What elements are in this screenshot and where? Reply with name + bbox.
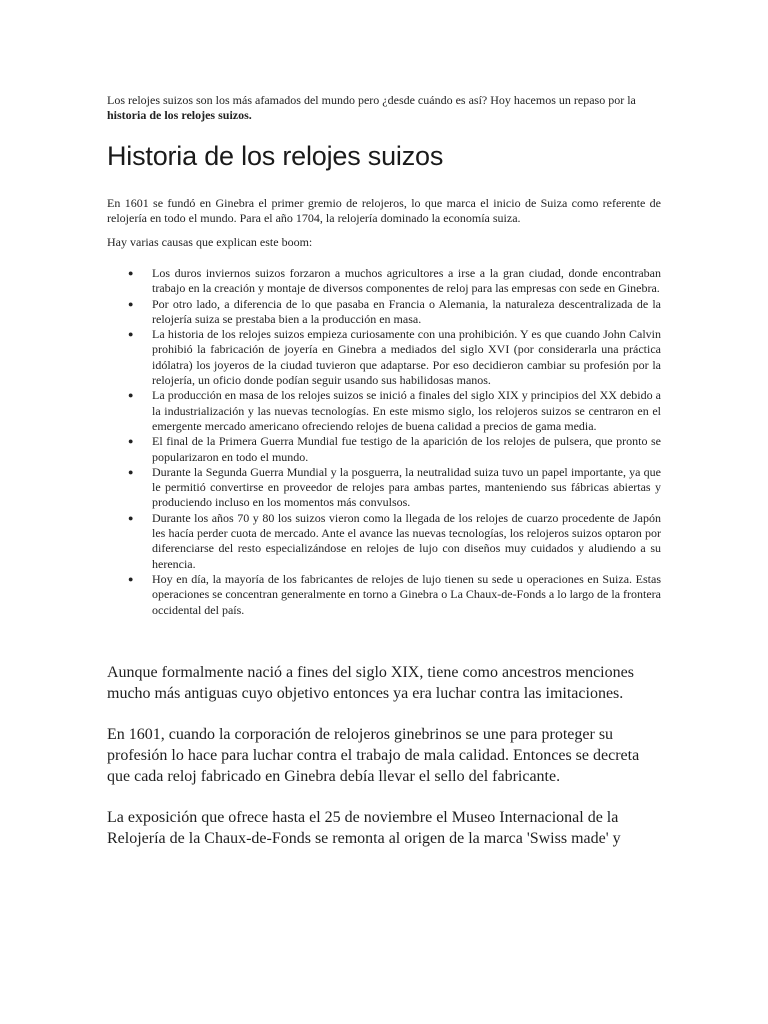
paragraph-exhibition: La exposición que ofrece hasta el 25 de noviembre el Museo Internacional de la Relojería de la Chaux-de-Fonds se remonta al origen de la marca 'Swiss made' y [107, 808, 621, 847]
paragraph-corporation: En 1601, cuando la corporación de relojeros ginebrinos se une para proteger su profesión lo hace para luchar contra el trabajo de mala calidad. Entonces se decreta que cada reloj fabricado en Ginebra debía llevar el sello del fabricante. [107, 725, 640, 785]
paragraph-causes-intro: Hay varias causas que explican este boom: [107, 235, 313, 249]
list-item-text: Durante los años 70 y 80 los suizos vieron como la llegada de los relojes de cuarzo procedente de Japón les hacía perder cuota de mercado. Ante el avance las nuevas tecnologías, los relojeros suizos optaron por diferenciarse del resto especializándose en relojes de lujo con diseños muy cuidados y aludiendo a su herencia. [152, 510, 661, 571]
causes-list [107, 266, 661, 618]
list-item-text: Por otro lado, a diferencia de lo que pasaba en Francia o Alemania, la naturaleza descentralizada de la relojería suiza se prestaba bien a la producción en masa. [152, 296, 661, 326]
list-item [128, 388, 661, 434]
paragraph-origins: Aunque formalmente nació a fines del siglo XIX, tiene como ancestros menciones mucho más antiguas cuyo objetivo entonces ya era luchar contra las imitaciones. [107, 663, 634, 702]
bullet-icon: ● [128, 329, 134, 340]
intro-paragraph [107, 93, 661, 123]
bullet-icon: ● [128, 573, 134, 584]
paragraph-founding: En 1601 se fundó en Ginebra el primer gremio de relojeros, lo que marca el inicio de Suiza como referente de relojería en todo el mundo. Para el año 1704, la relojería dominado la economía suiza. [107, 196, 661, 225]
intro-bold-link: historia de los relojes suizos. [107, 108, 252, 122]
list-item [128, 571, 661, 618]
list-item-text: Durante la Segunda Guerra Mundial y la posguerra, la neutralidad suiza tuvo un papel importante, ya que le permitió convertirse en proveedor de relojes para ambas partes, manteniendo sus fábricas abiertas y produciendo incluso en los momentos más convulsos. [152, 464, 661, 510]
bullet-icon: ● [128, 436, 134, 447]
bullet-icon: ● [128, 466, 134, 477]
list-item-text: La producción en masa de los relojes suizos se inició a finales del siglo XIX y principios del XX debido a la industrialización y las nuevas tecnologías. En este mismo siglo, los relojeros suizos se centraron en el emergente mercado americano ofreciendo relojes de buena calidad a precios de gama media. [152, 388, 661, 433]
large-text-section [107, 662, 661, 849]
bullet-icon: ● [128, 268, 134, 278]
article-title: Historia de los relojes suizos [107, 141, 444, 171]
list-item [128, 327, 661, 388]
list-item-text: Los duros inviernos suizos forzaron a muchos agricultores a irse a la gran ciudad, donde encontraban trabajo en la creación y montaje de diversos componentes de reloj para las empresas con sede en Ginebra. [152, 266, 661, 296]
list-item-text: La historia de los relojes suizos empieza curiosamente con una prohibición. Y es que cuando John Calvin prohibió la fabricación de joyería en Ginebra a mediados del siglo XVI (por considerarla una práctica idólatra) los joyeros de la ciudad tuvieron que adaptarse. Por eso decidieron cambiar su profesión por la relojería, un oficio donde podían seguir usando sus habilidosas manos. [152, 327, 661, 388]
bullet-icon: ● [128, 512, 134, 523]
list-item [128, 266, 661, 297]
list-item-text: El final de la Primera Guerra Mundial fue testigo de la aparición de los relojes de pulsera, que pronto se popularizaron en todo el mundo. [152, 434, 661, 464]
list-item [128, 296, 661, 328]
intro-text: Los relojes suizos son los más afamados del mundo pero ¿desde cuándo es así? Hoy hacemos un repaso por la [107, 93, 636, 107]
bullet-icon: ● [128, 298, 134, 309]
bullet-icon: ● [128, 390, 134, 401]
list-item [128, 510, 661, 572]
list-item [128, 464, 661, 511]
list-item-text: Hoy en día, la mayoría de los fabricantes de relojes de lujo tienen su sede u operaciones en Suiza. Estas operaciones se concentran generalmente en torno a Ginebra o La Chaux-de-Fonds a lo largo de la frontera occidental del país. [152, 571, 661, 617]
list-item [128, 434, 661, 465]
